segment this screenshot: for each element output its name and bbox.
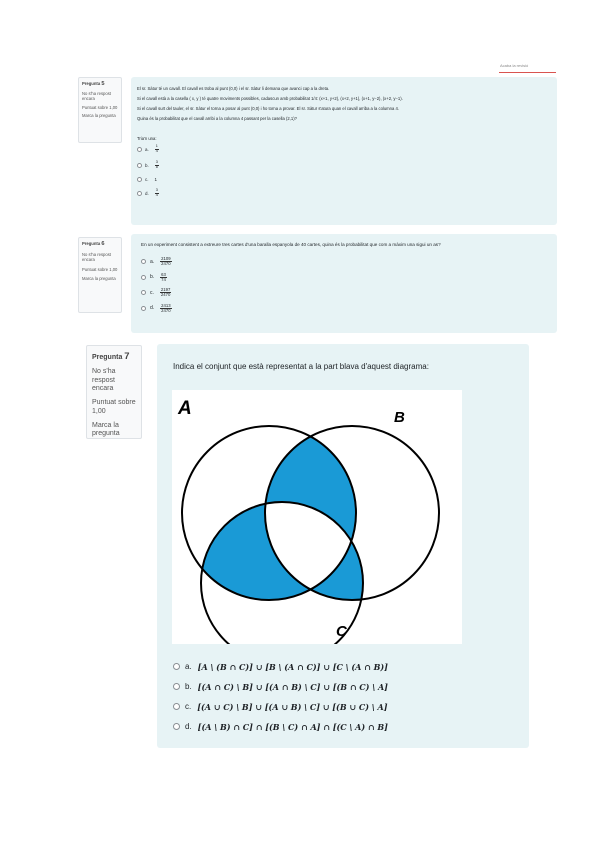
fraction bbox=[160, 304, 171, 314]
flag-question-link[interactable]: Marca la pregunta bbox=[82, 112, 116, 118]
question-number-value: 5 bbox=[101, 81, 105, 87]
option-value: 1 bbox=[154, 176, 158, 182]
finish-review-link[interactable]: Acaba la revisió bbox=[500, 63, 529, 68]
fraction bbox=[160, 273, 167, 283]
option-letter: c. bbox=[185, 702, 192, 711]
option-formula: [(A ∩ C) \ B] ∪ [(A ∩ B) \ C] ∪ [(B ∩ C) \ A] bbox=[197, 681, 388, 692]
answer-options bbox=[141, 257, 547, 313]
answer-option-d[interactable] bbox=[137, 189, 551, 198]
answer-option-b[interactable] bbox=[173, 680, 388, 693]
question-5-info bbox=[78, 77, 122, 143]
question-mark: Puntuat sobre 1,00 bbox=[82, 266, 118, 272]
flag-question-link[interactable]: Marca la pregunta bbox=[92, 421, 120, 438]
radio-button[interactable] bbox=[137, 191, 142, 196]
option-formula: [A \ (B ∩ C)] ∪ [B \ (A ∩ C)] ∪ [C \ (A ∩ B)] bbox=[197, 661, 388, 672]
denominator: 74 bbox=[161, 276, 166, 282]
denominator: 2470 bbox=[161, 261, 171, 267]
fraction bbox=[155, 161, 159, 170]
question-status: No s'ha respost encara bbox=[92, 367, 116, 393]
answer-option-c[interactable] bbox=[137, 177, 551, 182]
question-6-content bbox=[131, 234, 557, 333]
denominator: 4 bbox=[155, 149, 158, 154]
question-number-value: 7 bbox=[124, 351, 130, 362]
question-text: El sr. Sàtur té un cavall. El cavall es troba al punt (0,0) i el sr. Sàtur li demana que avanci cap a la dreta. bbox=[137, 86, 330, 91]
option-letter: a. bbox=[145, 147, 149, 153]
radio-button[interactable] bbox=[137, 147, 142, 152]
divider-line bbox=[499, 72, 556, 73]
answer-prompt: Tria'n una: bbox=[137, 135, 157, 141]
numerator: 1 bbox=[155, 144, 158, 149]
option-letter: a. bbox=[150, 258, 155, 265]
numerator: 2197 bbox=[160, 287, 171, 292]
radio-button[interactable] bbox=[141, 259, 146, 264]
radio-button[interactable] bbox=[141, 290, 146, 295]
question-label: Pregunta bbox=[92, 354, 123, 361]
numerator: 3 bbox=[155, 187, 158, 192]
denominator: 8 bbox=[155, 164, 158, 169]
answer-option-d[interactable] bbox=[141, 304, 547, 314]
numerator: 2413 bbox=[161, 302, 171, 308]
question-status: No s'ha respost encara bbox=[82, 252, 111, 263]
question-number bbox=[92, 351, 136, 363]
question-label: Pregunta bbox=[82, 81, 101, 86]
option-formula: [(A ∪ C) \ B] ∪ [(A ∪ B) \ C] ∪ [(B ∪ C) \ A] bbox=[197, 701, 388, 712]
option-letter: d. bbox=[150, 305, 155, 312]
radio-button[interactable] bbox=[141, 306, 146, 311]
option-letter: b. bbox=[145, 162, 149, 168]
question-6-info bbox=[78, 237, 122, 313]
denominator: 2470 bbox=[161, 307, 171, 313]
question-text: En un experiment consistent a extreure tres cartes d'una baralla espanyola de 40 cartes, quina és la probabilitat que com a màxim una sigui un as? bbox=[141, 242, 441, 247]
label-b: B bbox=[394, 409, 405, 426]
fraction bbox=[160, 288, 171, 298]
answer-option-a[interactable] bbox=[173, 660, 388, 673]
flag-question-link[interactable]: Marca la pregunta bbox=[82, 275, 116, 281]
answer-option-d[interactable] bbox=[173, 720, 388, 733]
option-letter: c. bbox=[145, 176, 149, 182]
question-text: Si el cavall surt del tauler, el sr. Sàtur el torna a posar al punt (0,0) i ho torna a provar. El sr. Sàtur s'atura quan el cavall arriba a la columna 4. bbox=[137, 105, 399, 111]
question-number bbox=[82, 81, 118, 88]
numerator: 3 bbox=[155, 160, 158, 165]
fraction bbox=[155, 145, 159, 154]
numerator: 63 bbox=[161, 271, 166, 277]
numerator: 2109 bbox=[161, 256, 171, 261]
venn-diagram bbox=[172, 390, 462, 644]
answer-options bbox=[173, 660, 388, 733]
question-mark: Puntuat sobre 1,00 bbox=[82, 104, 118, 110]
answer-option-b[interactable] bbox=[141, 273, 547, 283]
answer-option-c[interactable] bbox=[173, 700, 388, 713]
answer-option-c[interactable] bbox=[141, 288, 547, 298]
radio-button[interactable] bbox=[173, 723, 180, 730]
radio-button[interactable] bbox=[137, 163, 142, 168]
question-number-value: 6 bbox=[101, 241, 105, 247]
radio-button[interactable] bbox=[141, 275, 146, 280]
option-letter: b. bbox=[185, 682, 192, 691]
option-letter: a. bbox=[185, 662, 192, 671]
radio-button[interactable] bbox=[137, 177, 142, 182]
radio-button[interactable] bbox=[173, 683, 180, 690]
question-mark: Puntuat sobre 1,00 bbox=[92, 399, 136, 415]
question-text: Quina és la probabilitat que el cavall arribi a la columna 4 passant per la casella (2,1)? bbox=[137, 115, 297, 121]
venn-svg bbox=[172, 390, 462, 644]
answer-option-a[interactable] bbox=[137, 145, 551, 154]
answer-options bbox=[137, 145, 551, 197]
label-c: C bbox=[336, 623, 347, 640]
radio-button[interactable] bbox=[173, 663, 180, 670]
question-text: Indica el conjunt que està representat a la part blava d'aquest diagrama: bbox=[173, 362, 429, 371]
denominator: 2470 bbox=[160, 292, 171, 298]
answer-option-b[interactable] bbox=[137, 161, 551, 170]
option-letter: d. bbox=[145, 190, 149, 196]
question-5-content bbox=[131, 77, 557, 225]
option-letter: b. bbox=[150, 274, 155, 281]
label-a: A bbox=[178, 398, 192, 419]
fraction bbox=[155, 189, 159, 198]
question-status: No s'ha respost encara bbox=[82, 91, 111, 102]
denominator: 4 bbox=[155, 192, 158, 197]
option-letter: c. bbox=[150, 289, 154, 296]
option-letter: d. bbox=[185, 722, 192, 731]
fraction bbox=[160, 257, 171, 267]
option-formula: [(A \ B) ∩ C] ∩ [(B \ C) ∩ A] ∩ [(C \ A) ∩ B] bbox=[197, 721, 388, 732]
question-text: Si el cavall està a la casella ( x, y ) té quatre moviments possibles, cadascun amb probabilitat 1/4: (x+1, y+2), (x+2, y+1), (x+1, y−2), (x+2, y−1). bbox=[137, 95, 403, 101]
question-label: Pregunta bbox=[82, 241, 101, 246]
answer-option-a[interactable] bbox=[141, 257, 547, 267]
question-7-info bbox=[86, 345, 142, 439]
question-number bbox=[82, 241, 118, 248]
radio-button[interactable] bbox=[173, 703, 180, 710]
